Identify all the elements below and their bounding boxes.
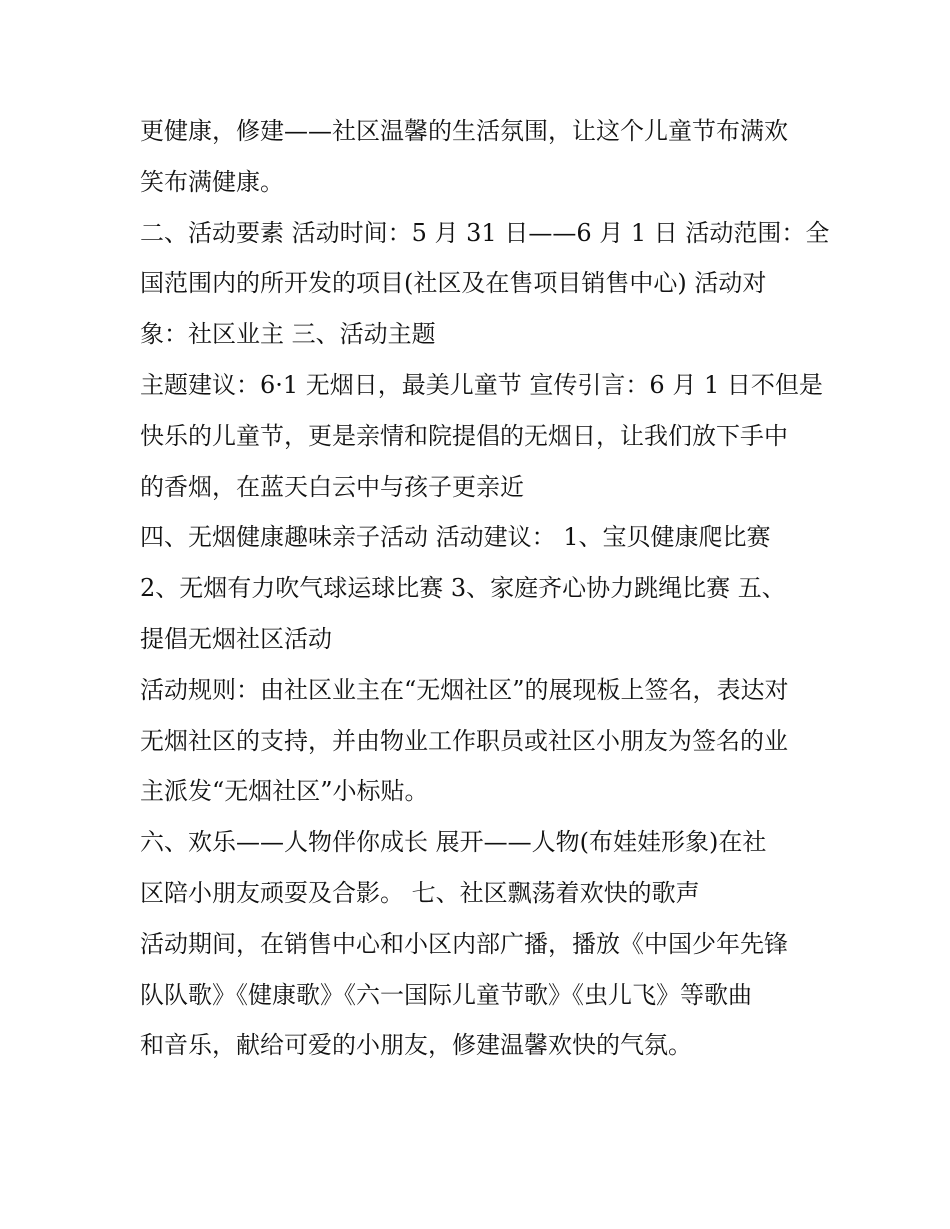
text-line: 国范围内的所开发的项目(社区及在售项目销售中心) 活动对 bbox=[140, 269, 767, 298]
text-line: 无烟社区的支持，并由物业工作职员或社区小朋友为签名的业 bbox=[140, 726, 788, 755]
text-line: 活动期间，在销售中心和小区内部广播，播放《中国少年先锋 bbox=[140, 929, 788, 958]
text-line: 四、无烟健康趣味亲子活动 活动建议： 1、宝贝健康爬比赛 bbox=[140, 523, 771, 552]
text-line: 队队歌》《健康歌》《六一国际儿童节歌》《虫儿飞》等歌曲 bbox=[140, 980, 752, 1009]
text-line: 的香烟，在蓝天白云中与孩子更亲近 bbox=[140, 472, 524, 501]
text-line: 2、无烟有力吹气球运球比赛 3、家庭齐心协力跳绳比赛 五、 bbox=[140, 574, 786, 603]
text-line: 笑布满健康。 bbox=[140, 167, 284, 196]
text-line: 主派发“无烟社区”小标贴。 bbox=[140, 777, 429, 806]
text-line: 更健康，修建——社区温馨的生活氛围，让这个儿童节布满欢 bbox=[140, 117, 788, 145]
text-line: 主题建议：6·1 无烟日，最美儿童节 宣传引言：6 月 1 日不但是 bbox=[140, 370, 823, 399]
document-body bbox=[140, 106, 830, 1071]
text-line: 象：社区业主 三、活动主题 bbox=[140, 320, 436, 349]
text-line: 二、活动要素 活动时间：5 月 31 日——6 月 1 日 活动范围：全 bbox=[140, 218, 830, 247]
text-line: 区陪小朋友顽耍及合影。 七、社区飘荡着欢快的歌声 bbox=[140, 878, 700, 907]
text-line: 活动规则：由社区业主在“无烟社区”的展现板上签名，表达对 bbox=[140, 675, 789, 704]
text-line: 和音乐，献给可爱的小朋友，修建温馨欢快的气氛。 bbox=[140, 1031, 692, 1060]
text-line: 提倡无烟社区活动 bbox=[140, 624, 332, 653]
text-line: 快乐的儿童节，更是亲情和院提倡的无烟日，让我们放下手中 bbox=[140, 421, 788, 450]
text-line: 六、欢乐——人物伴你成长 展开——人物(布娃娃形象)在社 bbox=[140, 828, 767, 857]
